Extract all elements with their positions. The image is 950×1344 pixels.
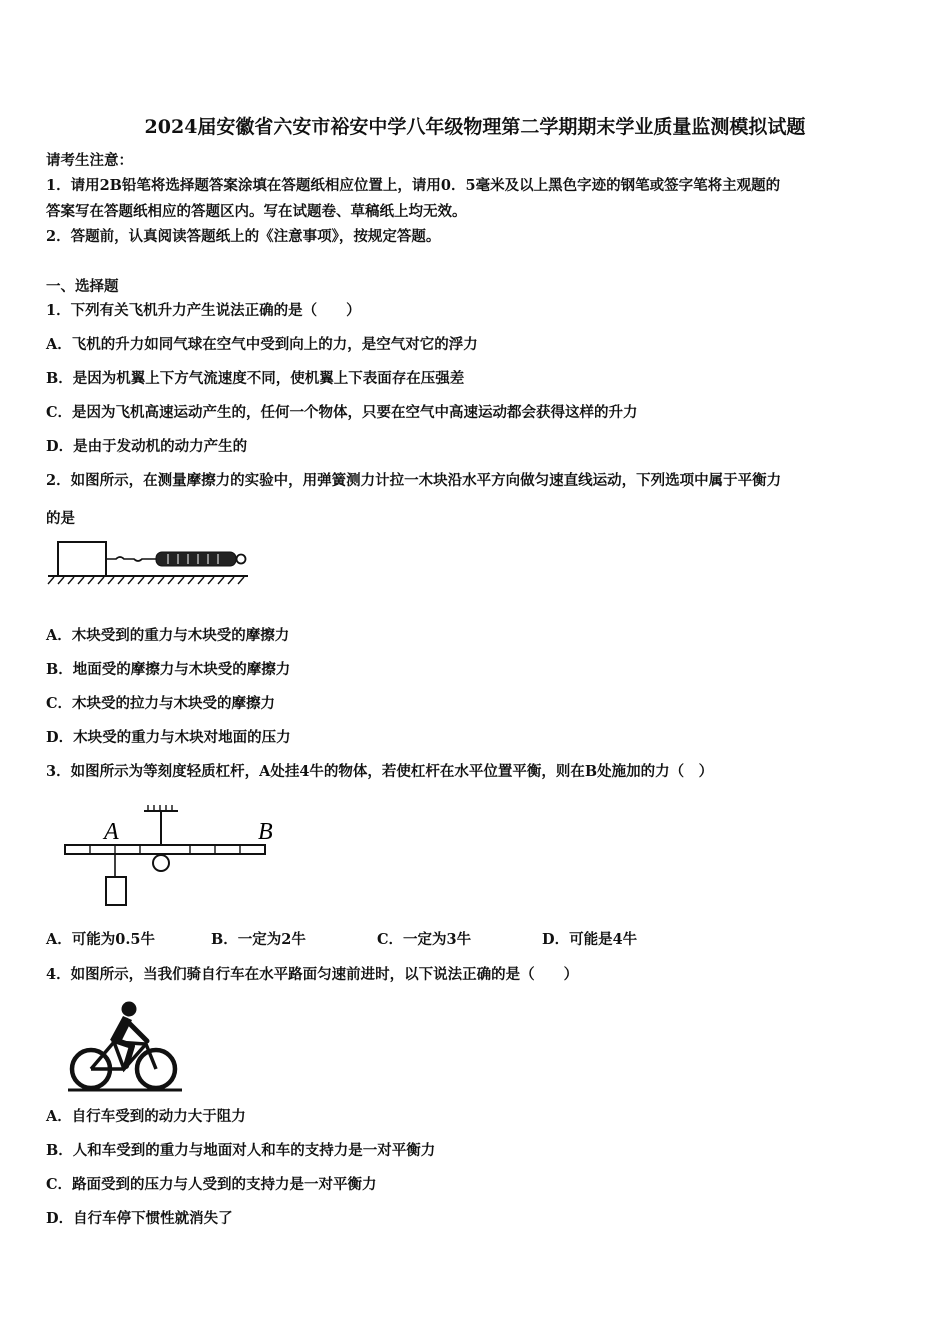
q1-stem: 1．下列有关飞机升力产生说法正确的是（ ） (46, 302, 361, 319)
q2-option-a: A．木块受到的重力与木块受的摩擦力 (46, 627, 290, 644)
q2-option-d: D．木块受的重力与木块对地面的压力 (46, 729, 291, 746)
rider-head (122, 1002, 137, 1017)
notice-item-2: 2．答题前，认真阅读答题纸上的《注意事项》，按规定答题。 (46, 228, 441, 245)
wooden-block (58, 542, 106, 576)
q3-option-b: B．一定为2牛 (211, 931, 306, 948)
q3-stem: 3．如图所示为等刻度轻质杠杆，A处挂4牛的物体，若使杠杆在水平位置平衡，则在B处施加的力（ ） (46, 763, 714, 780)
pivot-ring (153, 855, 169, 871)
notice-item-1-line-2: 答案写在答题纸相应的答题区内。写在试题卷、草稿纸上均无效。 (46, 203, 467, 220)
ground-hatching (48, 577, 244, 584)
q2-option-b: B．地面受的摩擦力与木块受的摩擦力 (46, 661, 291, 678)
q2-option-c: C．木块受的拉力与木块受的摩擦力 (46, 695, 276, 712)
page-title: 2024届安徽省六安市裕安中学八年级物理第二学期期末学业质量监测模拟试题 (144, 116, 806, 138)
q1-option-a: A．飞机的升力如同气球在空气中受到向上的力，是空气对它的浮力 (46, 336, 478, 353)
q1-option-d: D．是由于发动机的动力产生的 (46, 438, 248, 455)
hanging-weight (106, 877, 126, 905)
q3-option-a: A．可能为0.5牛 (46, 931, 155, 948)
notice-heading: 请考生注意： (46, 152, 133, 169)
q1-option-b: B．是因为机翼上下方气流速度不同，使机翼上下表面存在压强差 (46, 370, 465, 387)
section-heading: 一、选择题 (46, 278, 119, 295)
q4-option-b: B．人和车受到的重力与地面对人和车的支持力是一对平衡力 (46, 1142, 436, 1159)
q4-option-c: C．路面受到的压力与人受到的支持力是一对平衡力 (46, 1176, 377, 1193)
rider-arm (126, 1020, 147, 1041)
q4-option-a: A．自行车受到的动力大于阻力 (46, 1108, 246, 1125)
q4-option-d: D．自行车停下惯性就消失了 (46, 1210, 233, 1227)
lever-label-b: B (258, 819, 273, 845)
q2-stem-line-2: 的是 (46, 510, 75, 527)
spring-scale-ring (237, 555, 246, 564)
lever-bar (65, 845, 265, 854)
q3-option-d: D．可能是4牛 (542, 931, 638, 948)
connecting-hook (106, 557, 156, 561)
q2-stem-line-1: 2．如图所示，在测量摩擦力的实验中，用弹簧测力计拉一木块沿水平方向做匀速直线运动，下列选项中属于平衡力 (46, 472, 782, 489)
lever-label-a: A (104, 819, 119, 845)
lever-figure (60, 805, 290, 907)
cyclist-figure (68, 1000, 182, 1094)
friction-experiment-figure (44, 538, 254, 588)
q1-option-c: C．是因为飞机高速运动产生的，任何一个物体，只要在空气中高速运动都会获得这样的升力 (46, 404, 638, 421)
q4-stem: 4．如图所示，当我们骑自行车在水平路面匀速前进时，以下说法正确的是（ ） (46, 966, 579, 983)
q3-option-c: C．一定为3牛 (377, 931, 472, 948)
notice-item-1-line-1: 1．请用2B铅笔将选择题答案涂填在答题纸相应位置上，请用0．5毫米及以上黑色字迹的钢笔或签字笔将主观题的 (46, 177, 781, 194)
